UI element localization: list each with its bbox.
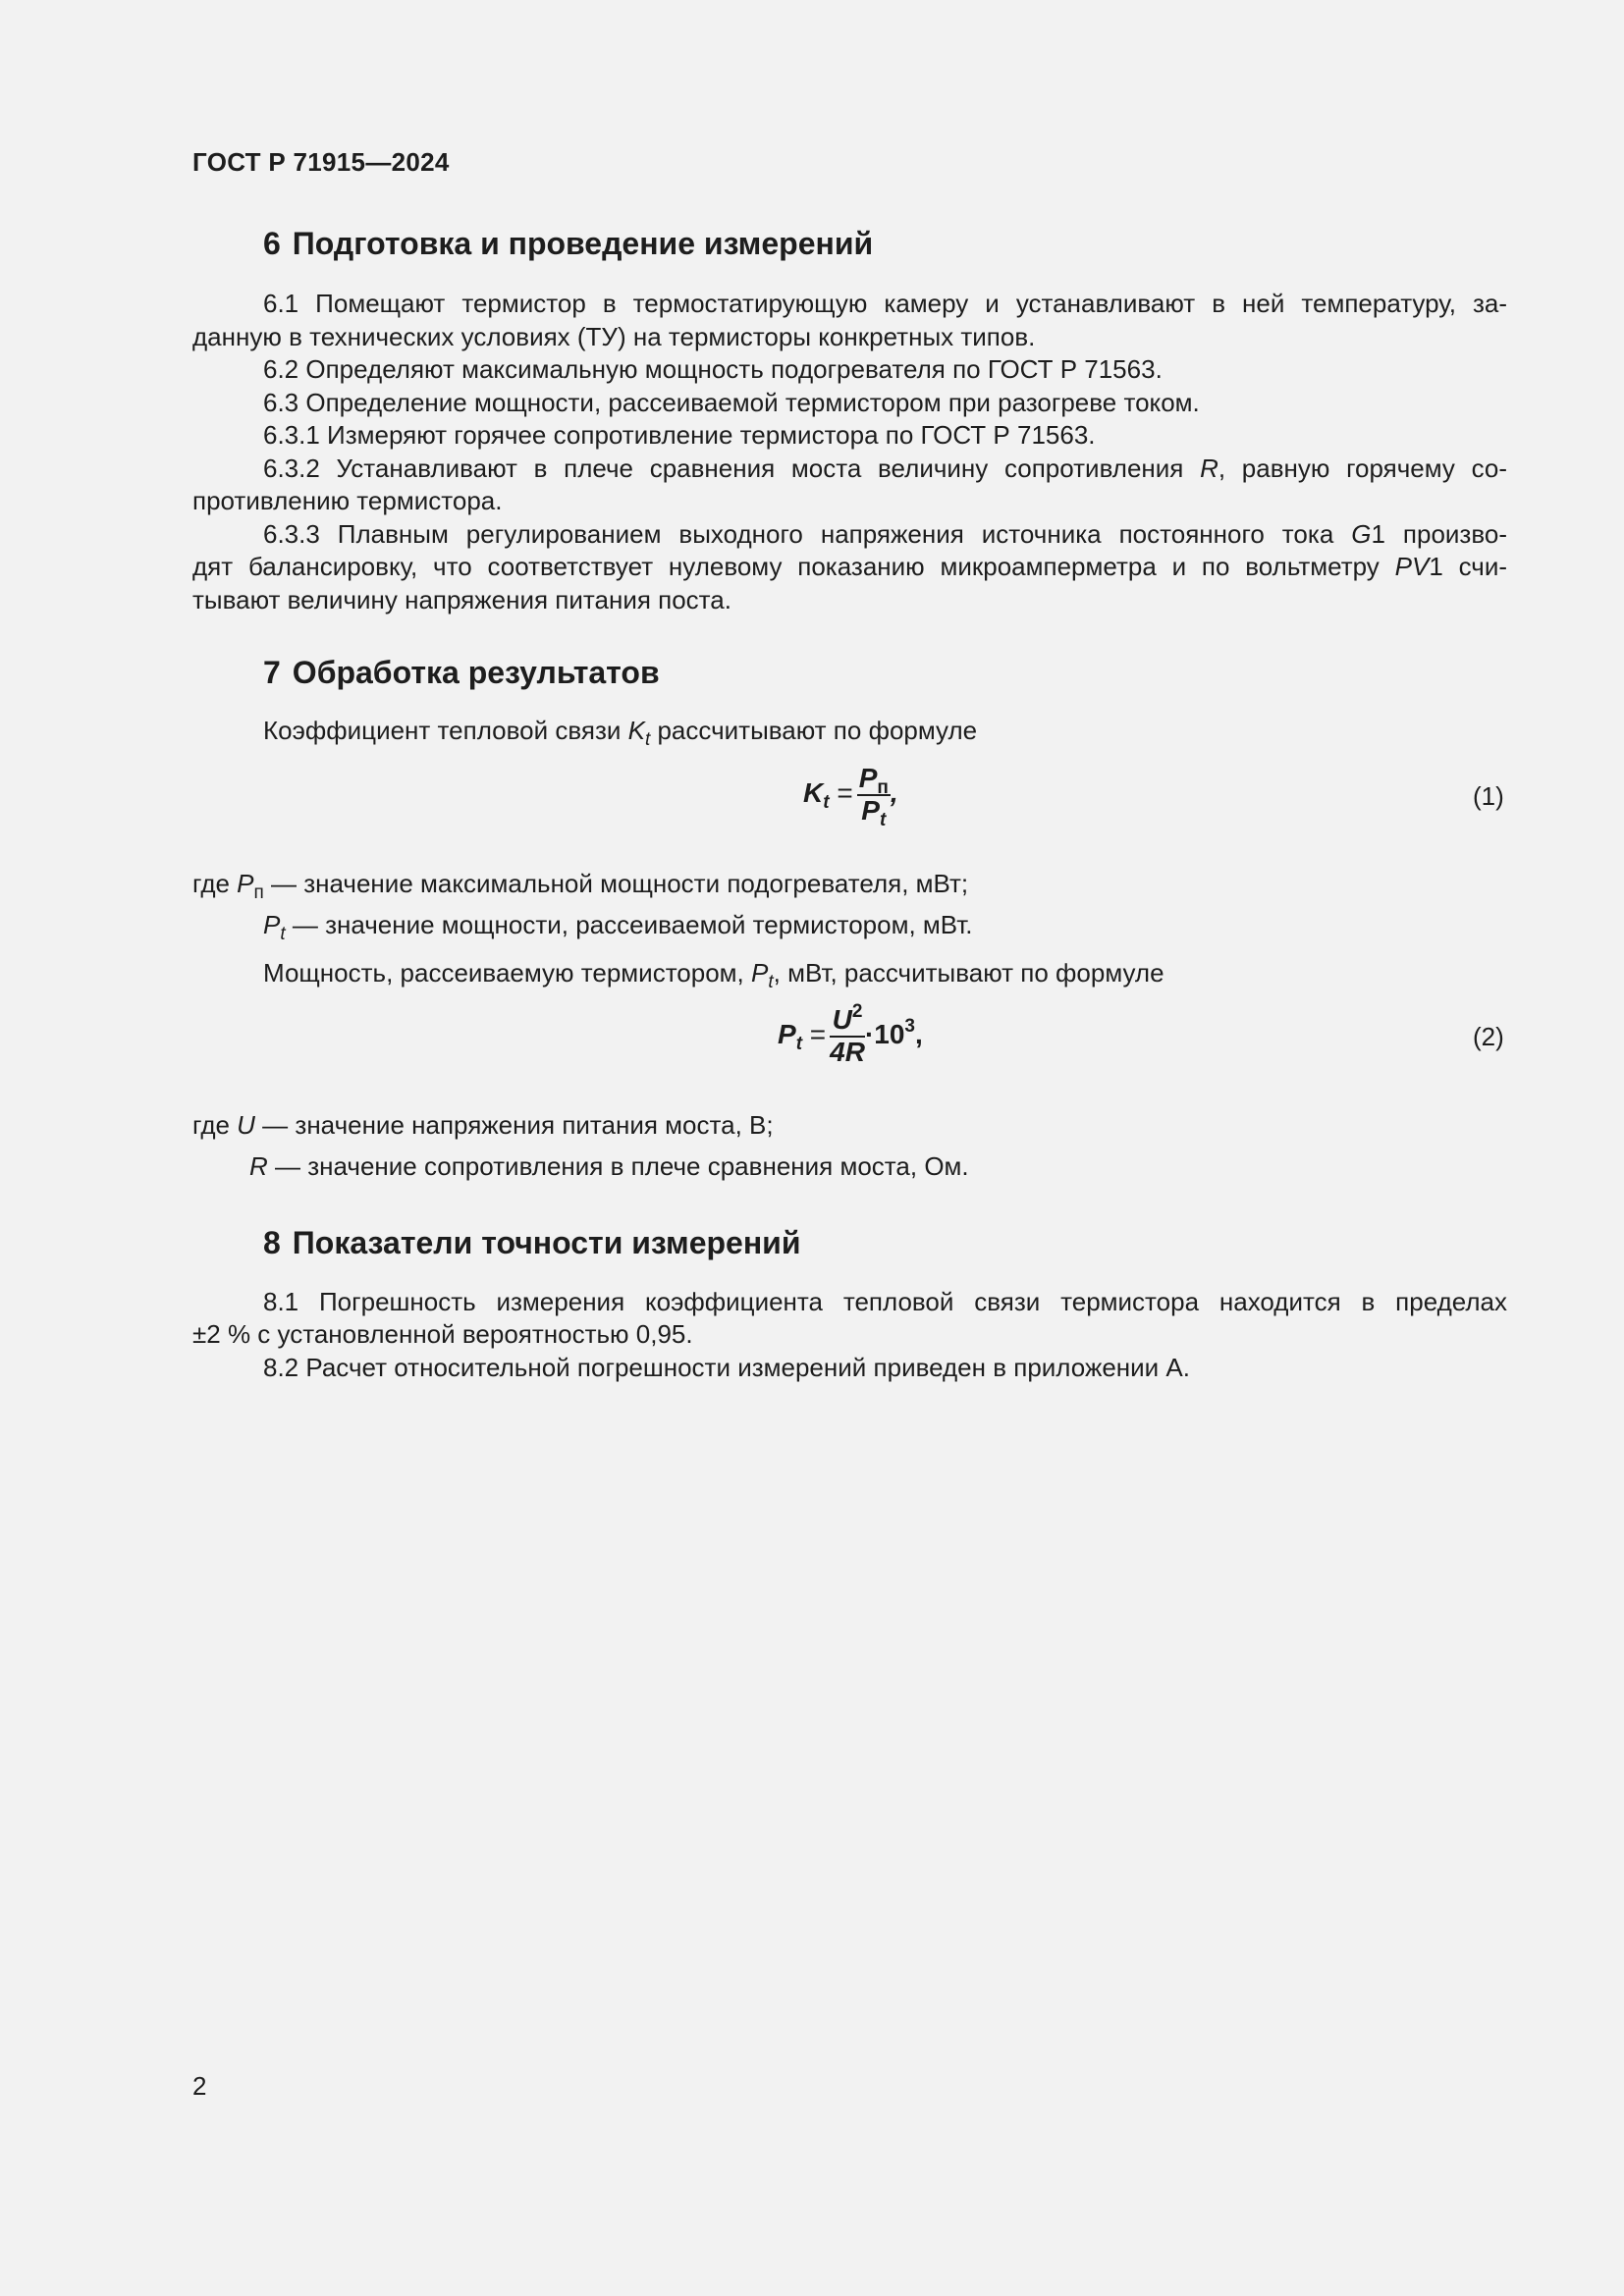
paragraph-6-3-1: 6.3.1 Измеряют горячее сопротивление термистора по ГОСТ Р 71563. bbox=[263, 420, 1096, 450]
section-title: Подготовка и проведение измерений bbox=[292, 226, 874, 261]
page-number: 2 bbox=[192, 2071, 207, 2101]
paragraph-6-1-cont: данную в технических условиях (ТУ) на термисторы конкретных типов. bbox=[192, 322, 1036, 351]
section-6-heading bbox=[263, 226, 873, 262]
paragraph-6-3-3-line2: дят балансировку, что соответствует нулевому показанию микроамперметра и по вольтметру PV1 счи- bbox=[192, 552, 1508, 581]
paragraph-8-1-cont: ±2 % с установленной вероятностью 0,95. bbox=[192, 1319, 693, 1349]
paragraph-6-3-2-cont: противлению термистора. bbox=[192, 486, 503, 515]
section-7-heading bbox=[263, 655, 660, 691]
document-id: ГОСТ Р 71915—2024 bbox=[192, 147, 450, 177]
fraction: $\frac{P_п}{P_t}$ bbox=[858, 763, 889, 830]
where-r: R — значение сопротивления в плече сравнения моста, Ом. bbox=[249, 1151, 969, 1181]
section-title: Обработка результатов bbox=[292, 655, 660, 690]
paragraph-6-2: 6.2 Определяют максимальную мощность подогревателя по ГОСТ Р 71563. bbox=[263, 354, 1163, 384]
formula-1-intro: Коэффициент тепловой связи $K_t$ рассчитывают по формуле bbox=[263, 716, 978, 750]
paragraph-6-3: 6.3 Определение мощности, рассеиваемой термистором при разогреве током. bbox=[263, 388, 1200, 417]
paragraph-6-1: 6.1 Помещают термистор в термостатирующую камеру и устанавливают в ней температуру, за- bbox=[263, 289, 1507, 318]
equation-number-1: (1) bbox=[1473, 781, 1504, 811]
paragraph-6-3-3: 6.3.3 Плавным регулированием выходного напряжения источника постоянного тока G1 произво- bbox=[263, 519, 1507, 549]
where-u: где U — значение напряжения питания моста, В; bbox=[192, 1110, 774, 1140]
paragraph-6-3-2: 6.3.2 Устанавливают в плече сравнения моста величину сопротивления R, равную горячему со- bbox=[263, 454, 1507, 483]
equation-number-2: (2) bbox=[1473, 1022, 1504, 1051]
section-8-heading bbox=[263, 1225, 801, 1261]
where-p-n: где $P_п$ — значение максимальной мощности подогревателя, мВт; bbox=[192, 869, 969, 903]
paragraph-8-1: 8.1 Погрешность измерения коэффициента тепловой связи термистора находится в пределах bbox=[263, 1287, 1507, 1316]
paragraph-6-3-3-line3: тывают величину напряжения питания поста. bbox=[192, 585, 731, 614]
formula-2-intro: Мощность, рассеиваемую термистором, $P_t$, мВт, рассчитывают по формуле bbox=[263, 958, 1164, 992]
section-title: Показатели точности измерений bbox=[292, 1225, 801, 1260]
section-number: 7 bbox=[263, 655, 281, 690]
formula-2: $P_t$ = $\frac{U^2}{4R}$ $\cdot 10^3$, bbox=[778, 1001, 923, 1067]
section-number: 6 bbox=[263, 226, 281, 261]
paragraph-8-2: 8.2 Расчет относительной погрешности измерений приведен в приложении А. bbox=[263, 1353, 1190, 1382]
section-number: 8 bbox=[263, 1225, 281, 1260]
formula-1: $K_t$ = $\frac{P_п}{P_t}$ , bbox=[803, 763, 898, 830]
where-p-t: $P_t$ — значение мощности, рассеиваемой термистором, мВт. bbox=[263, 910, 973, 944]
fraction: $\frac{U^2}{4R}$ bbox=[830, 1001, 865, 1067]
